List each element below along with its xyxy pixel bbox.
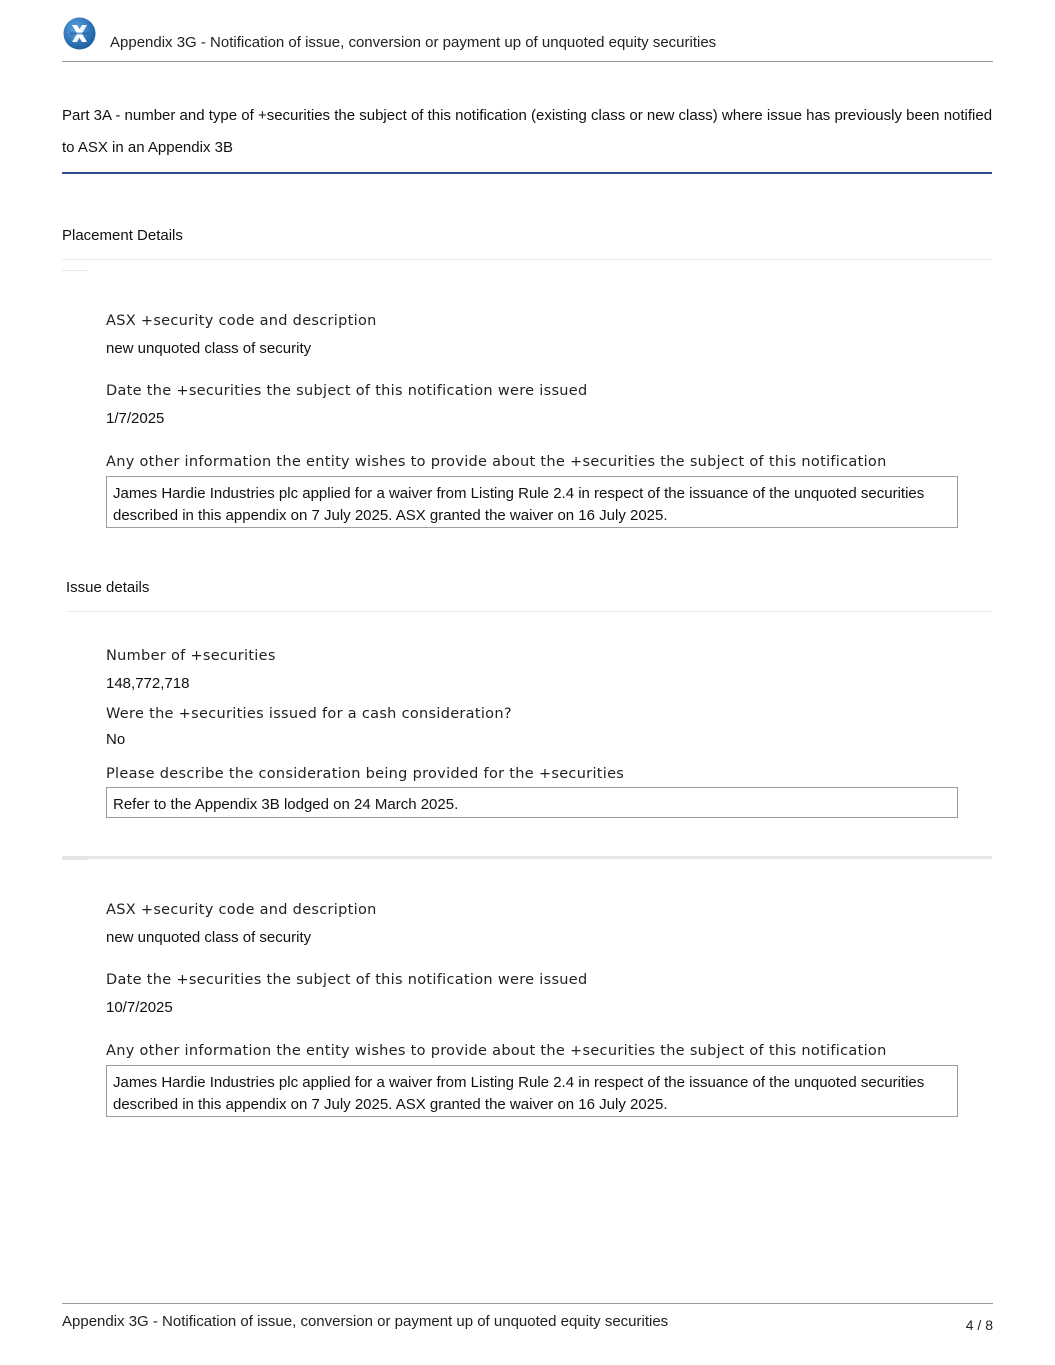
consideration-box: Refer to the Appendix 3B lodged on 24 March 2025. — [106, 787, 958, 818]
security-code-label: ASX +security code and description — [106, 313, 377, 329]
asx-logo-icon — [63, 17, 96, 50]
cash-consideration-label: Were the +securities issued for a cash consideration? — [106, 706, 512, 722]
cash-consideration-value: No — [106, 731, 126, 748]
other-info-box: James Hardie Industries plc applied for a waiver from Listing Rule 2.4 in respect of the issuance of the unquoted securities described in this appendix on 7 July 2025. ASX granted the waiver on 16 July 2025. — [106, 1065, 958, 1117]
issue-details-divider — [66, 611, 992, 612]
other-info-box: James Hardie Industries plc applied for a waiver from Listing Rule 2.4 in respect of the issuance of the unquoted securities described in this appendix on 7 July 2025. ASX granted the waiver on 16 July 2025. — [106, 476, 958, 528]
security-code-value: new unquoted class of security — [106, 340, 312, 357]
divider-tick — [62, 270, 88, 271]
consideration-label: Please describe the consideration being provided for the +securities — [106, 766, 625, 782]
issue-date-label: Date the +securities the subject of this notification were issued — [106, 972, 588, 988]
number-of-securities-value: 148,772,718 — [106, 675, 190, 692]
part-divider — [62, 172, 992, 174]
placement-details-title: Placement Details — [62, 227, 183, 244]
header-divider — [62, 61, 993, 62]
other-info-label: Any other information the entity wishes to provide about the +securities the subject of this notification — [106, 1043, 887, 1059]
entry-separator — [62, 856, 992, 859]
page-number: 4 / 8 — [965, 1317, 993, 1333]
security-code-label: ASX +security code and description — [106, 902, 377, 918]
other-info-label: Any other information the entity wishes to provide about the +securities the subject of this notification — [106, 454, 887, 470]
issue-date-value: 1/7/2025 — [106, 410, 165, 427]
header-title: Appendix 3G - Notification of issue, conversion or payment up of unquoted equity securities — [110, 34, 717, 51]
footer-title: Appendix 3G - Notification of issue, conversion or payment up of unquoted equity securities — [62, 1313, 669, 1330]
issue-date-label: Date the +securities the subject of this notification were issued — [106, 383, 588, 399]
part-title: Part 3A - number and type of +securities the subject of this notification (existing class or new class) where issue has previously been notified to ASX in an Appendix 3B — [62, 107, 993, 156]
footer-divider — [62, 1303, 993, 1304]
placement-divider — [62, 259, 992, 260]
number-of-securities-label: Number of +securities — [106, 648, 276, 664]
issue-date-value: 10/7/2025 — [106, 999, 173, 1016]
divider-tick — [62, 859, 88, 860]
security-code-value: new unquoted class of security — [106, 929, 312, 946]
issue-details-title: Issue details — [66, 579, 150, 596]
